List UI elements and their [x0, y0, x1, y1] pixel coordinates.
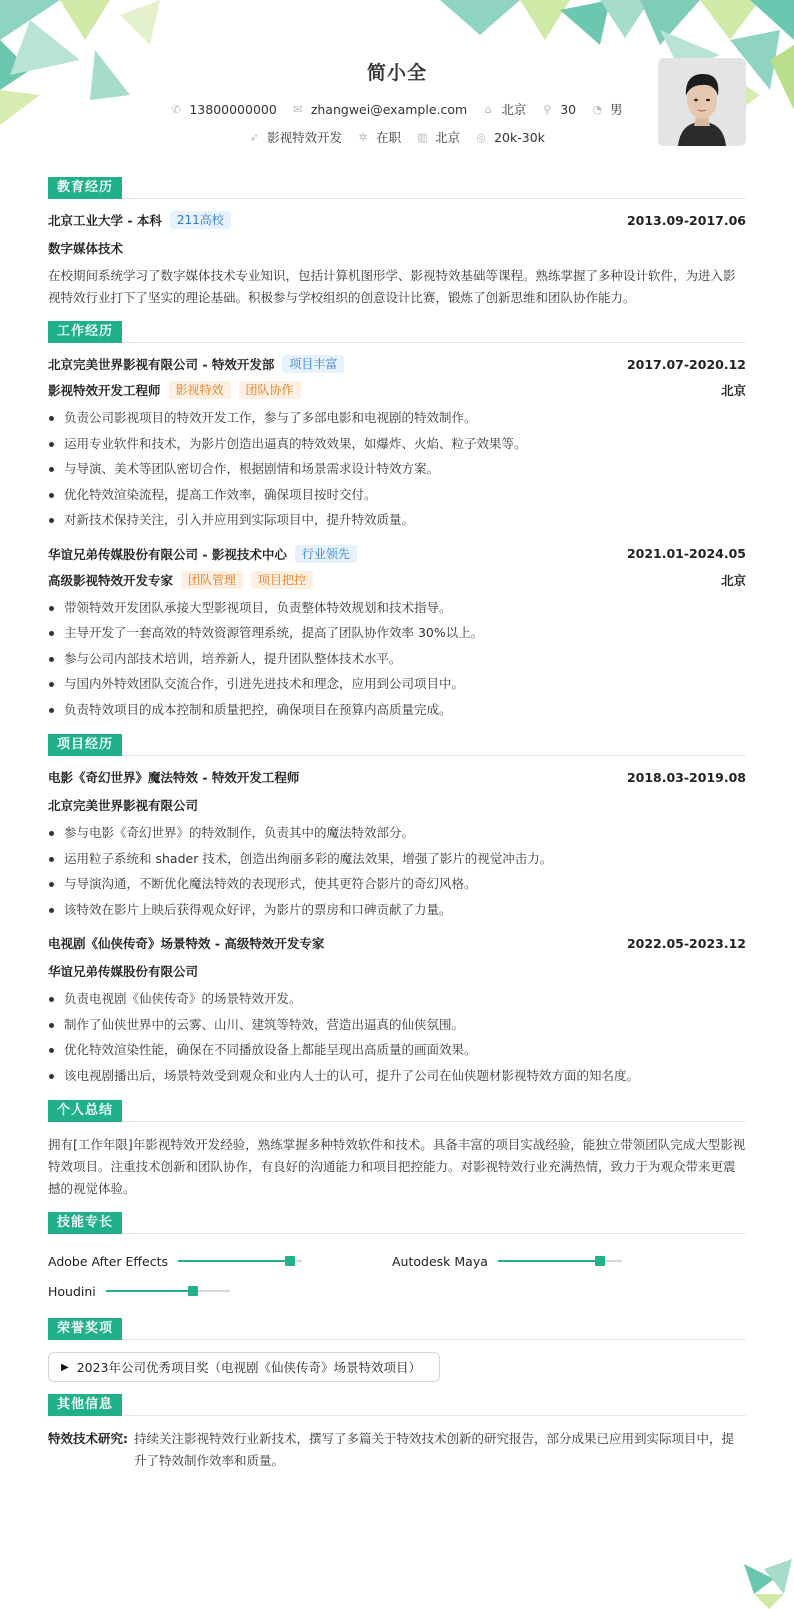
- project-bullets: [48, 820, 746, 922]
- skill-item: [392, 1246, 736, 1276]
- job-tag: 影视特效: [169, 381, 231, 399]
- job-tag: 团队协作: [239, 381, 301, 399]
- company-tag: 行业领先: [295, 545, 357, 563]
- gender-icon: ◔: [592, 102, 602, 116]
- section-title-projects: 项目经历: [48, 734, 122, 756]
- triangle-right-icon: ▶: [61, 1361, 69, 1373]
- company-name: 北京完美世界影视有限公司 - 特效开发部 项目丰富: [48, 355, 344, 373]
- job-title: 影视特效开发工程师 影视特效 团队协作: [48, 381, 301, 399]
- work-location: 北京: [720, 383, 746, 398]
- list-item: 运用专业软件和技术，为影片创造出逼真的特效效果，如爆炸、火焰、粒子效果等。: [48, 431, 746, 457]
- email-value: zhangwei@example.com: [310, 101, 468, 117]
- project-entry: [48, 934, 746, 1088]
- skill-level-bar: [178, 1260, 302, 1262]
- list-item: 该特效在影片上映后获得观众好评，为影片的票房和口碑贡献了力量。: [48, 897, 746, 923]
- skill-level-knob: [285, 1256, 295, 1266]
- city-item: [417, 128, 460, 146]
- phone-value: 13800000000: [189, 101, 277, 117]
- work-bullets: [48, 405, 746, 533]
- other-info: [48, 1428, 746, 1472]
- list-item: 参与电影《奇幻世界》的特效制作，负责其中的魔法特效部分。: [48, 820, 746, 846]
- city-value: 北京: [435, 130, 461, 145]
- email-item: [293, 102, 467, 117]
- projects-section: [48, 734, 746, 1088]
- gender-value: 男: [610, 102, 623, 117]
- job-title: 高级影视特效开发专家 团队管理 项目把控: [48, 571, 313, 589]
- school-tag: 211高校: [170, 211, 231, 229]
- work-date: 2017.07-2020.12: [626, 356, 746, 372]
- candidate-name: 简小全: [366, 62, 427, 84]
- work-location: 北京: [720, 572, 746, 588]
- status-icon: ✲: [358, 130, 368, 144]
- project-bullets: [48, 986, 746, 1088]
- project-company: 北京完美世界影视有限公司: [48, 798, 199, 813]
- other-text: 持续关注影视特效行业新技术，撰写了多篇关于特效技术创新的研究报告，部分成果已应用到实际项目中，提升了特效制作效率和质量。: [134, 1431, 735, 1468]
- salary-item: [476, 130, 545, 145]
- salary-value: 20k-30k: [494, 129, 545, 145]
- target-position-icon: ➶: [249, 130, 259, 144]
- list-item: 与导演沟通，不断优化魔法特效的表现形式，使其更符合影片的奇幻风格。: [48, 871, 746, 897]
- section-title-skills: 技能专长: [48, 1212, 122, 1234]
- list-item: 负责公司影视项目的特效开发工作，参与了多部电影和电视剧的特效制作。: [48, 405, 746, 431]
- summary-text: 拥有[工作年限]年影视特效开发经验，熟练掌握多种特效软件和技术。具备丰富的项目实战经验，能独立带领团队完成大型影视特效项目。注重技术创新和团队协作，有良好的沟通能力和项目把控能力。对影视特效行业充满热情，致力于为观众带来更震撼的视觉体验。: [48, 1137, 746, 1196]
- company-name: 华谊兄弟传媒股份有限公司 - 影视技术中心 行业领先: [48, 545, 357, 563]
- section-title-awards: 荣誉奖项: [48, 1318, 122, 1340]
- list-item: 参与公司内部技术培训，培养新人，提升团队整体技术水平。: [48, 646, 746, 672]
- project-name: 电视剧《仙侠传奇》场景特效 - 高级特效开发专家: [48, 936, 325, 951]
- education-description: 在校期间系统学习了数字媒体技术专业知识，包括计算机图形学、影视特效基础等课程。熟练掌握了多种设计软件，为进入影视特效行业打下了坚实的理论基础。积极参与学校组织的创意设计比赛，锻炼了创新思维和团队协作能力。: [48, 268, 736, 305]
- resume-header: [48, 0, 746, 165]
- skills-section: [48, 1212, 746, 1306]
- age-icon: ⚲: [543, 102, 552, 116]
- position-value: 影视特效开发: [267, 130, 343, 145]
- list-item: 对新技术保持关注，引入并应用到实际项目中，提升特效质量。: [48, 507, 746, 533]
- work-bullets: [48, 595, 746, 723]
- list-item: 优化特效渲染性能，确保在不同播放设备上都能呈现出高质量的画面效果。: [48, 1037, 746, 1063]
- status-item: [358, 128, 401, 146]
- phone-item: [171, 102, 276, 117]
- list-item: 主导开发了一套高效的特效资源管理系统，提高了团队协作效率 30%以上。: [48, 620, 746, 646]
- list-item: 与导演、美术等团队密切合作，根据剧情和场景需求设计特效方案。: [48, 456, 746, 482]
- skill-level-bar: [106, 1290, 230, 1292]
- hometown-value: 北京: [501, 102, 527, 117]
- list-item: 运用粒子系统和 shader 技术，创造出绚丽多彩的魔法效果，增强了影片的视觉冲击力。: [48, 846, 746, 872]
- project-date: 2018.03-2019.08: [626, 769, 746, 785]
- other-section: [48, 1394, 746, 1472]
- status-value: 在职: [376, 130, 402, 145]
- skill-name: Autodesk Maya: [392, 1253, 488, 1269]
- section-title-summary: 个人总结: [48, 1100, 122, 1122]
- skill-item: [48, 1246, 392, 1276]
- school-name: 北京工业大学 - 本科 211高校: [48, 211, 231, 229]
- skill-item: [48, 1276, 392, 1306]
- home-icon: ⌂: [484, 102, 492, 116]
- education-section: [48, 177, 746, 309]
- summary-section: [48, 1100, 746, 1200]
- list-item: 带领特效开发团队承接大型影视项目，负责整体特效规划和技术指导。: [48, 595, 746, 621]
- age-item: [542, 102, 576, 117]
- company-tag: 项目丰富: [282, 355, 344, 373]
- age-value: 30: [560, 101, 577, 117]
- section-title-education: 教育经历: [48, 177, 122, 199]
- list-item: 负责电视剧《仙侠传奇》的场景特效开发。: [48, 986, 746, 1012]
- section-title-other: 其他信息: [48, 1394, 122, 1416]
- gender-item: [592, 100, 623, 118]
- corner-decoration: [734, 1549, 794, 1609]
- skill-name: Adobe After Effects: [48, 1253, 168, 1269]
- education-date: 2013.09-2017.06: [626, 212, 746, 228]
- salary-icon: ◎: [476, 130, 486, 144]
- list-item: 优化特效渲染流程，提高工作效率，确保项目按时交付。: [48, 482, 746, 508]
- skill-level-bar: [498, 1260, 622, 1262]
- project-company: 华谊兄弟传媒股份有限公司: [48, 964, 199, 979]
- list-item: 制作了仙侠世界中的云雾、山川、建筑等特效，营造出逼真的仙侠氛围。: [48, 1012, 746, 1038]
- major-name: 数字媒体技术: [48, 241, 124, 256]
- job-intent-row: [48, 128, 746, 146]
- skills-list: [48, 1246, 746, 1306]
- award-text: 2023年公司优秀项目奖（电视剧《仙侠传奇》场景特效项目）: [76, 1360, 422, 1375]
- avatar: [658, 58, 746, 146]
- list-item: 负责特效项目的成本控制和质量把控，确保项目在预算内高质量完成。: [48, 697, 746, 723]
- skill-name: Houdini: [48, 1283, 96, 1299]
- other-label: 特效技术研究:: [48, 1431, 128, 1446]
- skill-level-knob: [188, 1286, 198, 1296]
- work-section: [48, 321, 746, 722]
- list-item: 与国内外特效团队交流合作，引进先进技术和理念，应用到公司项目中。: [48, 671, 746, 697]
- award-item[interactable]: [48, 1352, 440, 1382]
- project-name: 电影《奇幻世界》魔法特效 - 特效开发工程师: [48, 770, 300, 785]
- position-item: [249, 128, 342, 146]
- email-icon: ✉: [293, 102, 303, 116]
- work-entry: [48, 355, 746, 533]
- job-tag: 项目把控: [251, 571, 313, 589]
- awards-section: [48, 1318, 746, 1382]
- list-item: 该电视剧播出后，场景特效受到观众和业内人士的认可，提升了公司在仙侠题材影视特效方面的知名度。: [48, 1063, 746, 1089]
- project-entry: [48, 768, 746, 922]
- hometown-item: [483, 100, 526, 118]
- section-title-work: 工作经历: [48, 321, 122, 343]
- skill-level-knob: [595, 1256, 605, 1266]
- project-date: 2022.05-2023.12: [626, 935, 746, 951]
- contact-row: [48, 100, 746, 118]
- job-tag: 团队管理: [181, 571, 243, 589]
- city-icon: ▥: [417, 130, 428, 144]
- work-date: 2021.01-2024.05: [626, 546, 746, 561]
- work-entry: [48, 545, 746, 723]
- phone-icon: ✆: [171, 102, 181, 116]
